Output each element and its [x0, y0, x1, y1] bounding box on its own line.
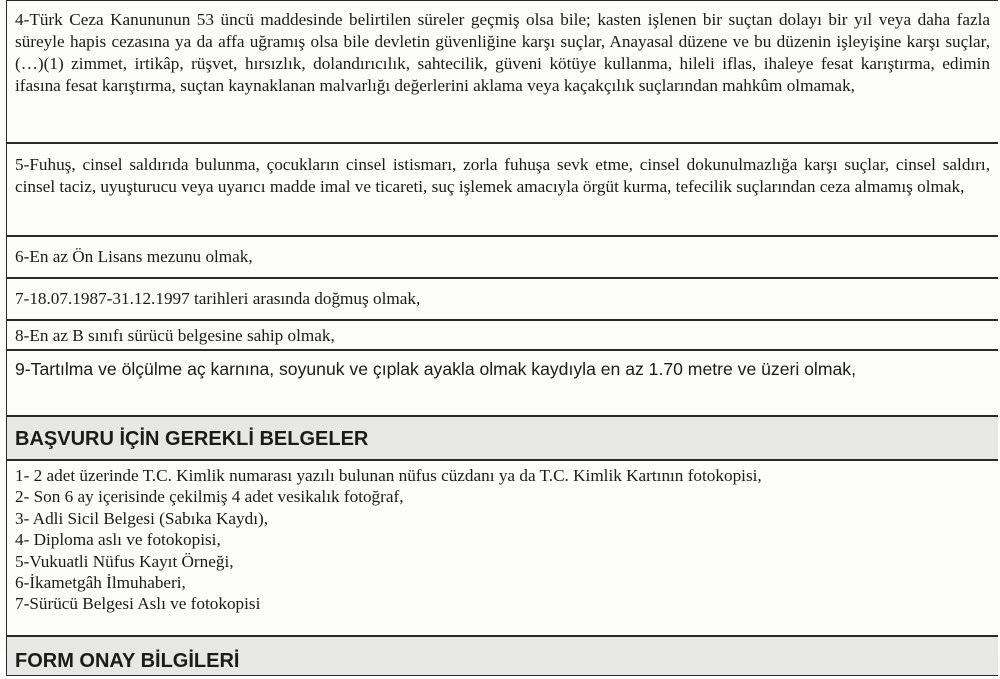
- requirement-8: [6, 320, 998, 350]
- requirement-5-text: 5-Fuhuş, cinsel saldırıda bulunma, çocukların cinsel istismarı, zorla fuhuşa sevk etme, cinsel dokunulmazlığa karşı suçlar, cinsel saldırı, cinsel taciz, uyuşturucu veya uyarıcı madde imal ve ticareti, suç işlemek amacıyla örgüt kurma, tefecilik suçlarından ceza almamış olmak,: [15, 155, 990, 196]
- requirement-7: [6, 278, 998, 320]
- requirement-9-text: 9-Tartılma ve ölçülme aç karnına, soyunuk ve çıplak ayakla olmak kaydıyla en az 1.70 metre ve üzeri olmak,: [15, 359, 856, 379]
- requirement-6-text: 6-En az Ön Lisans mezunu olmak,: [15, 247, 253, 266]
- requirement-5: [6, 143, 998, 236]
- requirement-4: [6, 0, 998, 143]
- list-item: 3- Adli Sicil Belgesi (Sabıka Kaydı),: [15, 508, 269, 528]
- list-item: 2- Son 6 ay içerisinde çekilmiş 4 adet vesikalık fotoğraf,: [15, 487, 404, 507]
- form-approval-header: [6, 636, 998, 676]
- section-title: BAŞVURU İÇİN GEREKLİ BELGELER: [15, 428, 369, 450]
- requirement-9: [6, 350, 998, 416]
- requirement-4-text: 4-Türk Ceza Kanununun 53 üncü maddesinde belirtilen süreler geçmiş olsa bile; kasten işlenen bir suçtan dolayı bir yıl veya daha fazla süreyle hapis cezasına ya da affa uğramış olsa bile devletin güvenliğine karşı suçlar, Anayasal düzene ve bu düzenin işleyişine karşı suçlar, (…)(1) zimmet, irtikâp, rüşvet, hırsızlık, dolandırıcılık, sahtecilik, güveni kötüye kullanma, hileli iflas, ihaleye fesat karıştırma, edimin ifasına fesat karıştırma, suçtan kaynaklanan malvarlığı değerlerini aklama veya kaçakçılık suçlarından mahkûm olmamak,: [15, 10, 990, 95]
- required-documents-header: [6, 416, 998, 460]
- list-item: 6-İkametgâh İlmuhaberi,: [15, 573, 186, 593]
- list-item: 5-Vukuatli Nüfus Kayıt Örneği,: [15, 551, 234, 571]
- requirement-7-text: 7-18.07.1987-31.12.1997 tarihleri arasında doğmuş olmak,: [15, 289, 421, 308]
- section-title: FORM ONAY BİLGİLERİ: [15, 650, 240, 672]
- list-item: 1- 2 adet üzerinde T.C. Kimlik numarası yazılı bulunan nüfus cüzdanı ya da T.C. Kimlik Kartının fotokopisi,: [15, 466, 762, 485]
- requirement-8-text: 8-En az B sınıfı sürücü belgesine sahip olmak,: [15, 326, 335, 345]
- list-item: 4- Diploma aslı ve fotokopisi,: [15, 530, 221, 550]
- list-item: 7-Sürücü Belgesi Aslı ve fotokopisi: [15, 594, 261, 614]
- required-documents-list: [6, 460, 998, 636]
- requirement-6: [6, 236, 998, 278]
